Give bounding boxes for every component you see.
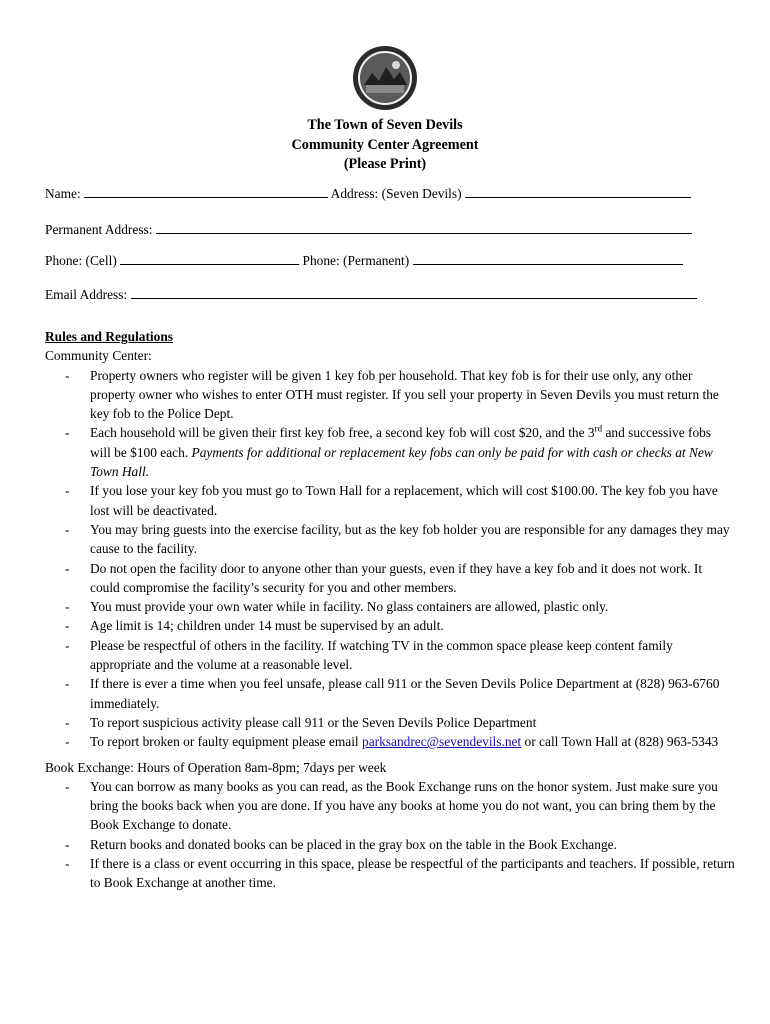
name-label: Name:	[45, 186, 81, 201]
list-item: - Return books and donated books can be placed in the gray box on the table in the Book Exchange.	[45, 835, 735, 854]
list-item: - You may bring guests into the exercise facility, but as the key fob holder you are responsible for any damages they may cause to the facility.	[45, 520, 735, 559]
list-item: - To report broken or faulty equipment please email parksandrec@sevendevils.net or call Town Hall at (828) 963-5343	[45, 732, 735, 751]
permanent-address-label: Permanent Address:	[45, 222, 153, 237]
permanent-address-row	[45, 221, 725, 239]
town-title: The Town of Seven Devils	[307, 117, 463, 133]
address-label: Address: (Seven Devils)	[330, 186, 462, 201]
list-item: - If there is a class or event occurring in this space, please be respectful of the participants and teachers. If possible, return to Book Exchange at another time.	[45, 854, 735, 893]
phone-cell-field[interactable]	[120, 252, 299, 265]
name-field[interactable]	[84, 185, 328, 198]
list-item: - To report suspicious activity please call 911 or the Seven Devils Police Department	[45, 713, 735, 732]
email-field[interactable]	[131, 286, 697, 299]
rules-heading: Rules and Regulations	[45, 329, 173, 344]
email-row	[45, 286, 725, 304]
book-exchange-rules-list	[45, 777, 735, 893]
list-item: - You must provide your own water while in facility. No glass containers are allowed, plastic only.	[45, 597, 735, 616]
form-title: Community Center Agreement	[291, 136, 479, 153]
community-center-label: Community Center:	[45, 348, 152, 364]
list-item: - Each household will be given their first key fob free, a second key fob will cost $20, and the 3rd and successive fobs will be $100 each. Payments for additional or replacement key fobs can only be paid for with cash or checks at New Town Hall.	[45, 423, 735, 481]
community-center-rules-list	[45, 366, 735, 752]
email-label: Email Address:	[45, 287, 128, 302]
rules-section	[45, 327, 735, 893]
list-item: - Do not open the facility door to anyone other than your guests, even if they have a key fob and it does not work. It could compromise the facility’s security for you and other members.	[45, 559, 735, 598]
list-item: - If you lose your key fob you must go to Town Hall for a replacement, which will cost $100.00. The key fob you have lost will be deactivated.	[45, 481, 735, 520]
list-item: - Please be respectful of others in the facility. If watching TV in the common space please keep content family appropriate and the volume at a reasonable level.	[45, 636, 735, 675]
form-title-block	[0, 116, 770, 175]
book-exchange-heading: Book Exchange: Hours of Operation 8am-8pm; 7days per week	[45, 759, 387, 775]
phone-cell-label: Phone: (Cell)	[45, 253, 117, 268]
list-item: - You can borrow as many books as you can read, as the Book Exchange runs on the honor system. Just make sure you bring the books back when you are done. If you have any books at home you do not want, you can bring them by the Book Exchange to donate.	[45, 777, 735, 835]
phone-permanent-label: Phone: (Permanent)	[302, 253, 410, 268]
town-seal-icon	[352, 45, 418, 111]
list-item: - Age limit is 14; children under 14 must be supervised by an adult.	[45, 616, 735, 635]
list-item: - Property owners who register will be given 1 key fob per household. That key fob is for their use only, any other property owner who wishes to enter OTH must register. If you sell your property in Seven Devils you must return the key fob to the Police Dept.	[45, 366, 735, 424]
list-item: - If there is ever a time when you feel unsafe, please call 911 or the Seven Devils Police Department at (828) 963-6760 immediately.	[45, 674, 735, 713]
permanent-address-field[interactable]	[156, 221, 692, 234]
phone-row	[45, 252, 725, 270]
print-instruction: (Please Print)	[343, 156, 427, 172]
phone-permanent-field[interactable]	[413, 252, 683, 265]
address-field[interactable]	[465, 185, 691, 198]
email-link[interactable]: parksandrec@sevendevils.net	[362, 734, 522, 750]
name-address-row	[45, 185, 725, 203]
